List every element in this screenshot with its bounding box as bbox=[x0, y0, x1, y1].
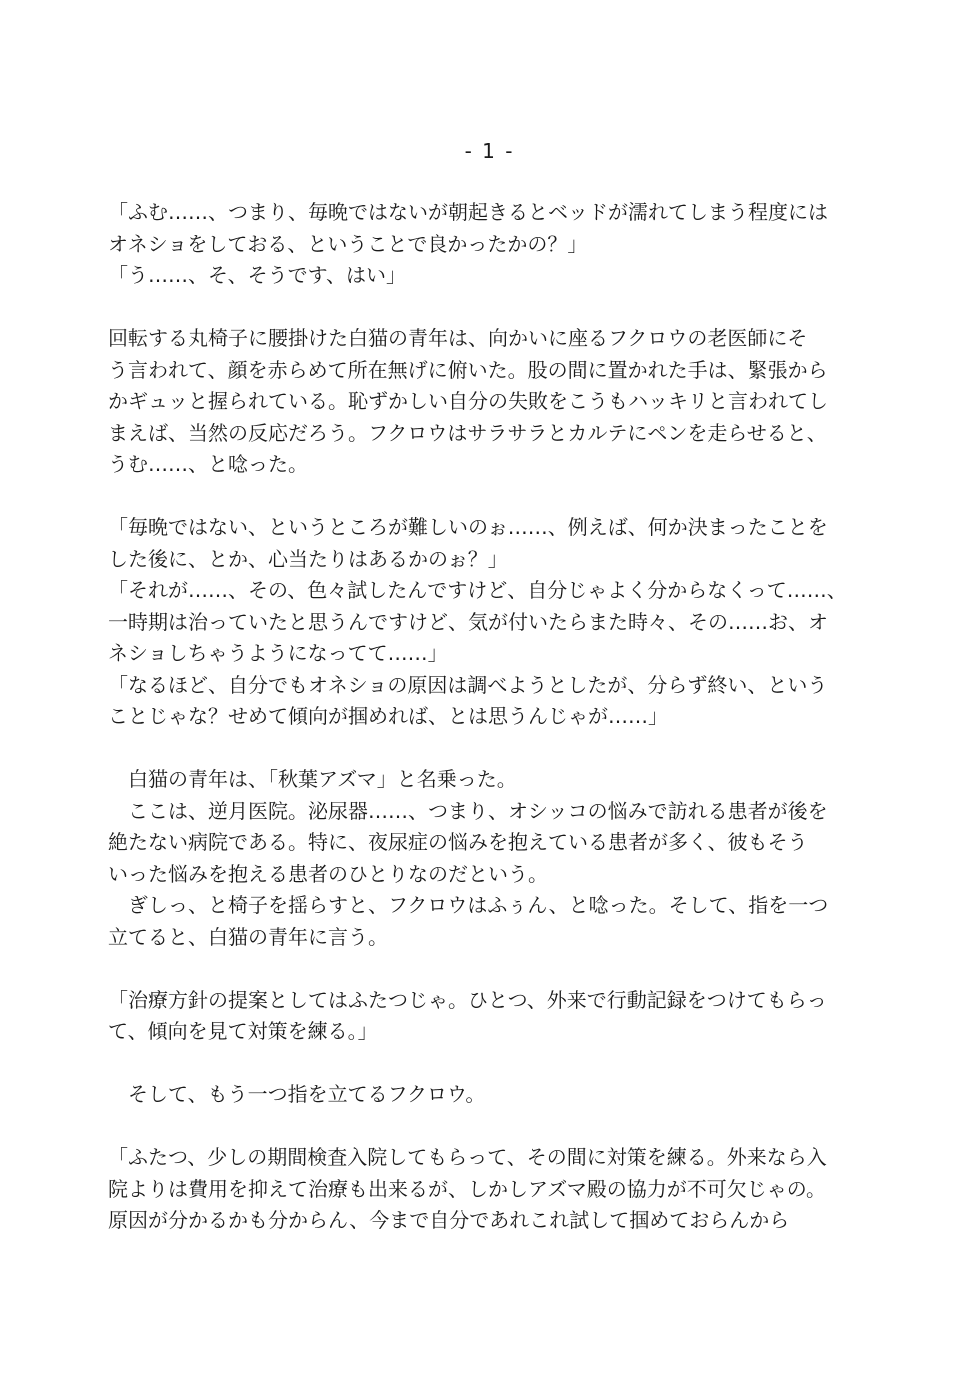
text-line: う言われて、顔を赤らめて所在無げに俯いた。股の間に置かれた手は、緊張から bbox=[108, 357, 828, 382]
text-line: いった悩みを抱える患者のひとりなのだという。 bbox=[108, 861, 548, 886]
text-line: まえば、当然の反応だろう。フクロウはサラサラとカルテにペンを走らせると、 bbox=[108, 420, 827, 445]
text-line: 回転する丸椅子に腰掛けた白猫の青年は、向かいに座るフクロウの老医師にそ bbox=[108, 326, 808, 350]
text-line: て、傾向を見て対策を練る。」 bbox=[108, 1019, 378, 1043]
text-line: ここは、逆月医院。泌尿器……、つまり、オシッコの悩みで訪れる患者が後を bbox=[108, 798, 828, 823]
text-line: 一時期は治っていたと思うんですけど、気が付いたらまた時々、その……お、オ bbox=[108, 609, 828, 634]
text-line: かギュッと握られている。恥ずかしい自分の失敗をこうもハッキリと言われてし bbox=[108, 389, 828, 413]
text-line: 「それが……、その、色々試したんですけど、自分じゃよく分からなくって……、 bbox=[108, 578, 847, 602]
paragraph-gap bbox=[108, 953, 878, 985]
text-line: ことじゃな？せめて傾向が掴めれば、とは思うんじゃが……」 bbox=[108, 704, 668, 728]
text-line: 「ふむ……、つまり、毎晩ではないが朝起きるとベッドが濡れてしまう程度には bbox=[108, 200, 828, 224]
document-body bbox=[108, 197, 878, 1237]
text-line: うむ……、と唸った。 bbox=[108, 452, 308, 476]
text-line: ネショしちゃうようになってて……」 bbox=[108, 641, 448, 665]
text-line: 「なるほど、自分でもオネショの原因は調べようとしたが、分らず終い、という bbox=[108, 672, 828, 697]
paragraph-gap bbox=[108, 1048, 878, 1080]
paragraph-gap bbox=[108, 1111, 878, 1143]
text-line: 白猫の青年は、「秋葉アズマ」と名乗った。 bbox=[108, 767, 517, 791]
text-line: 「毎晩ではない、というところが難しいのぉ……、例えば、何か決まったことを bbox=[108, 515, 828, 539]
text-line: 「治療方針の提案としてはふたつじゃ。ひとつ、外来で行動記録をつけてもらっ bbox=[108, 987, 827, 1012]
text-line: 原因が分かるかも分からん、今まで自分であれこれ試して掴めておらんから bbox=[108, 1208, 790, 1232]
paragraph-gap bbox=[108, 733, 878, 765]
page-number: - 1 - bbox=[464, 139, 515, 163]
text-line: ぎしっ、と椅子を揺らすと、フクロウはふぅん、と唸った。そして、指を一つ bbox=[108, 893, 829, 917]
paragraph-gap bbox=[108, 292, 878, 324]
text-line: 絶たない病院である。特に、夜尿症の悩みを抱えている患者が多く、彼もそう bbox=[108, 830, 808, 854]
text-line: 「ふたつ、少しの期間検査入院してもらって、その間に対策を練る。外来なら入 bbox=[108, 1145, 827, 1169]
text-line: 立てると、白猫の青年に言う。 bbox=[108, 924, 388, 949]
text-line: 「う……、そ、そうです、はい」 bbox=[108, 263, 406, 287]
text-line: オネショをしておる、ということで良かったかの？」 bbox=[108, 231, 588, 256]
text-line: した後に、とか、心当たりはあるかのぉ？」 bbox=[108, 546, 508, 571]
paragraph-gap bbox=[108, 481, 878, 513]
text-line: そして、もう一つ指を立てるフクロウ。 bbox=[108, 1082, 486, 1106]
text-line: 院よりは費用を抑えて治療も出来るが、しかしアズマ殿の協力が不可欠じゃの。 bbox=[108, 1176, 826, 1201]
